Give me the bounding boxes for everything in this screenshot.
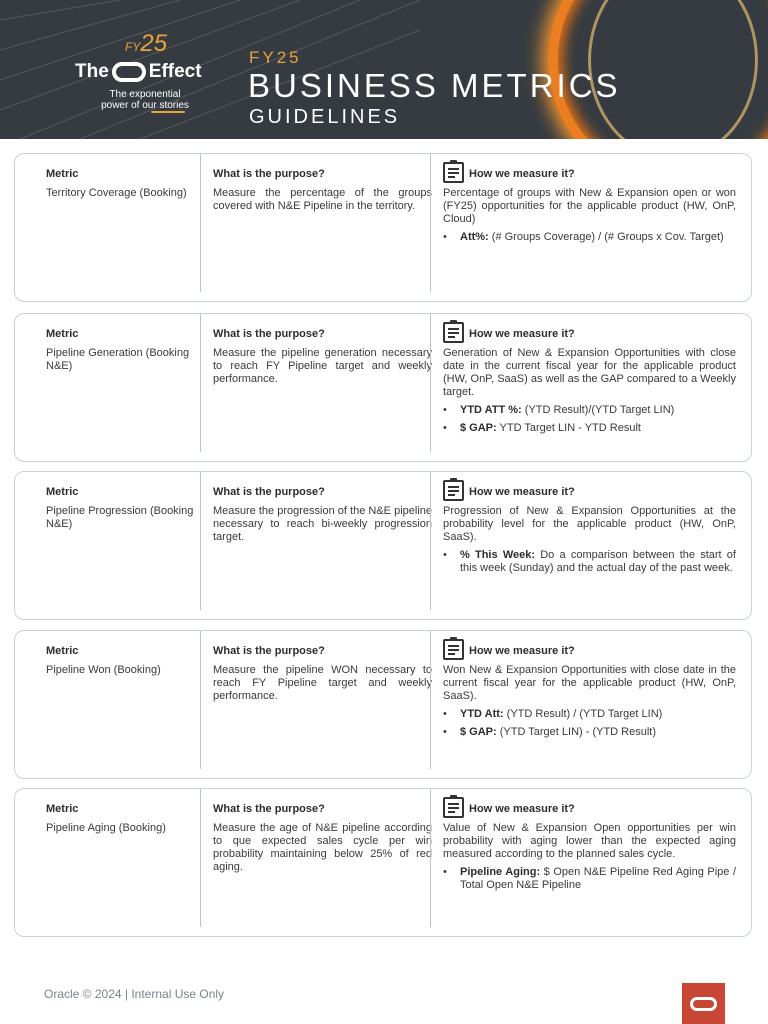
title-fy: FY25 [249, 48, 302, 67]
measure-column [430, 631, 736, 769]
purpose-label: What is the purpose? [213, 803, 325, 815]
measure-label: How we measure it? [469, 328, 575, 340]
metric-column [46, 486, 196, 624]
clipboard-icon [443, 322, 464, 343]
measure-text: Percentage of groups with New & Expansion open or won (FY25) opportunities for the applicable product (HW, OnP, Cloud) [443, 187, 736, 225]
logo-fy: FY25 [125, 30, 168, 57]
measure-text: Generation of New & Expansion Opportunities with close date in the current fiscal year for the applicable product (HW, OnP, SaaS) as well as the GAP compared to a Weekly target. [443, 347, 736, 398]
measure-text: Value of New & Expansion Open opportunities per win probability with aging lower than the expected aging measured according to the planned sales cycle. [443, 822, 736, 860]
list-item: • $ GAP: (YTD Target LIN) - (YTD Result) [443, 726, 736, 739]
measure-column [430, 154, 736, 292]
purpose-label: What is the purpose? [213, 328, 325, 340]
metric-card [14, 471, 752, 620]
tagline-underline [151, 111, 185, 113]
purpose-text: Measure the percentage of the groups covered with N&E Pipeline in the territory. [213, 187, 432, 212]
measure-bullets [443, 549, 736, 575]
measure-bullets [443, 708, 736, 739]
list-item: • Pipeline Aging: $ Open N&E Pipeline Red Aging Pipe / Total Open N&E Pipeline [443, 866, 736, 892]
metric-card [14, 788, 752, 937]
metric-name: Pipeline Progression (Booking N&E) [46, 505, 194, 530]
metric-column [46, 328, 196, 466]
measure-bullets [443, 866, 736, 892]
list-item: • $ GAP: YTD Target LIN - YTD Result [443, 422, 736, 435]
measure-label: How we measure it? [469, 168, 575, 180]
measure-label: How we measure it? [469, 803, 575, 815]
logo-tagline: The exponential power of our stories [101, 89, 189, 111]
clipboard-icon [443, 797, 464, 818]
purpose-column [200, 154, 432, 292]
purpose-column [200, 472, 432, 610]
measure-label: How we measure it? [469, 486, 575, 498]
metric-name: Territory Coverage (Booking) [46, 187, 187, 199]
metric-label: Metric [46, 328, 79, 340]
metric-card [14, 630, 752, 779]
measure-bullets [443, 404, 736, 435]
metric-label: Metric [46, 803, 79, 815]
list-item: • YTD ATT %: (YTD Result)/(YTD Target LIN) [443, 404, 736, 417]
measure-label: How we measure it? [469, 645, 575, 657]
purpose-text: Measure the progression of the N&E pipeline necessary to reach bi-weekly progression target. [213, 505, 432, 543]
purpose-column [200, 631, 432, 769]
oracle-logo-icon [682, 983, 725, 1024]
metric-label: Metric [46, 486, 79, 498]
page-title: BUSINESS METRICS [248, 67, 621, 104]
clipboard-icon [443, 480, 464, 501]
metric-column [46, 168, 196, 306]
measure-column [430, 789, 736, 927]
metric-column [46, 645, 196, 783]
measure-text: Won New & Expansion Opportunities with close date in the current fiscal year for the applicable product (HW, OnP, SaaS). [443, 664, 736, 702]
page-subtitle: GUIDELINES [249, 106, 401, 128]
metric-card [14, 313, 752, 462]
clipboard-icon [443, 639, 464, 660]
list-item: • YTD Att: (YTD Result) / (YTD Target LIN) [443, 708, 736, 721]
header-banner [0, 0, 768, 139]
purpose-column [200, 789, 432, 927]
purpose-label: What is the purpose? [213, 486, 325, 498]
metric-label: Metric [46, 645, 79, 657]
metric-name: Pipeline Won (Booking) [46, 664, 161, 676]
metric-column [46, 803, 196, 941]
measure-text: Progression of New & Expansion Opportunities at the probability level for the applicable product (HW, OnP, SaaS). [443, 505, 736, 543]
effect-logo: The Effect [75, 61, 202, 82]
purpose-column [200, 314, 432, 452]
list-item: • Att%: (# Groups Coverage) / (# Groups x Cov. Target) [443, 231, 736, 244]
footer-text: Oracle © 2024 | Internal Use Only [44, 987, 225, 1001]
purpose-text: Measure the age of N&E pipeline according to que expected sales cycle per win probability maintaining below 25% of red aging. [213, 822, 432, 873]
list-item: • % This Week: Do a comparison between the start of this week (Sunday) and the actual day of the past week. [443, 549, 736, 575]
purpose-label: What is the purpose? [213, 168, 325, 180]
purpose-label: What is the purpose? [213, 645, 325, 657]
measure-bullets [443, 231, 736, 244]
clipboard-icon [443, 162, 464, 183]
metric-name: Pipeline Generation (Booking N&E) [46, 347, 190, 372]
measure-column [430, 314, 736, 452]
metric-card [14, 153, 752, 302]
purpose-text: Measure the pipeline WON necessary to reach FY Pipeline target and weekly performance. [213, 664, 432, 702]
metric-name: Pipeline Aging (Booking) [46, 822, 166, 834]
purpose-text: Measure the pipeline generation necessary to reach FY Pipeline target and weekly performance. [213, 347, 432, 385]
metric-label: Metric [46, 168, 79, 180]
oracle-ring-icon [112, 62, 146, 82]
measure-column [430, 472, 736, 610]
